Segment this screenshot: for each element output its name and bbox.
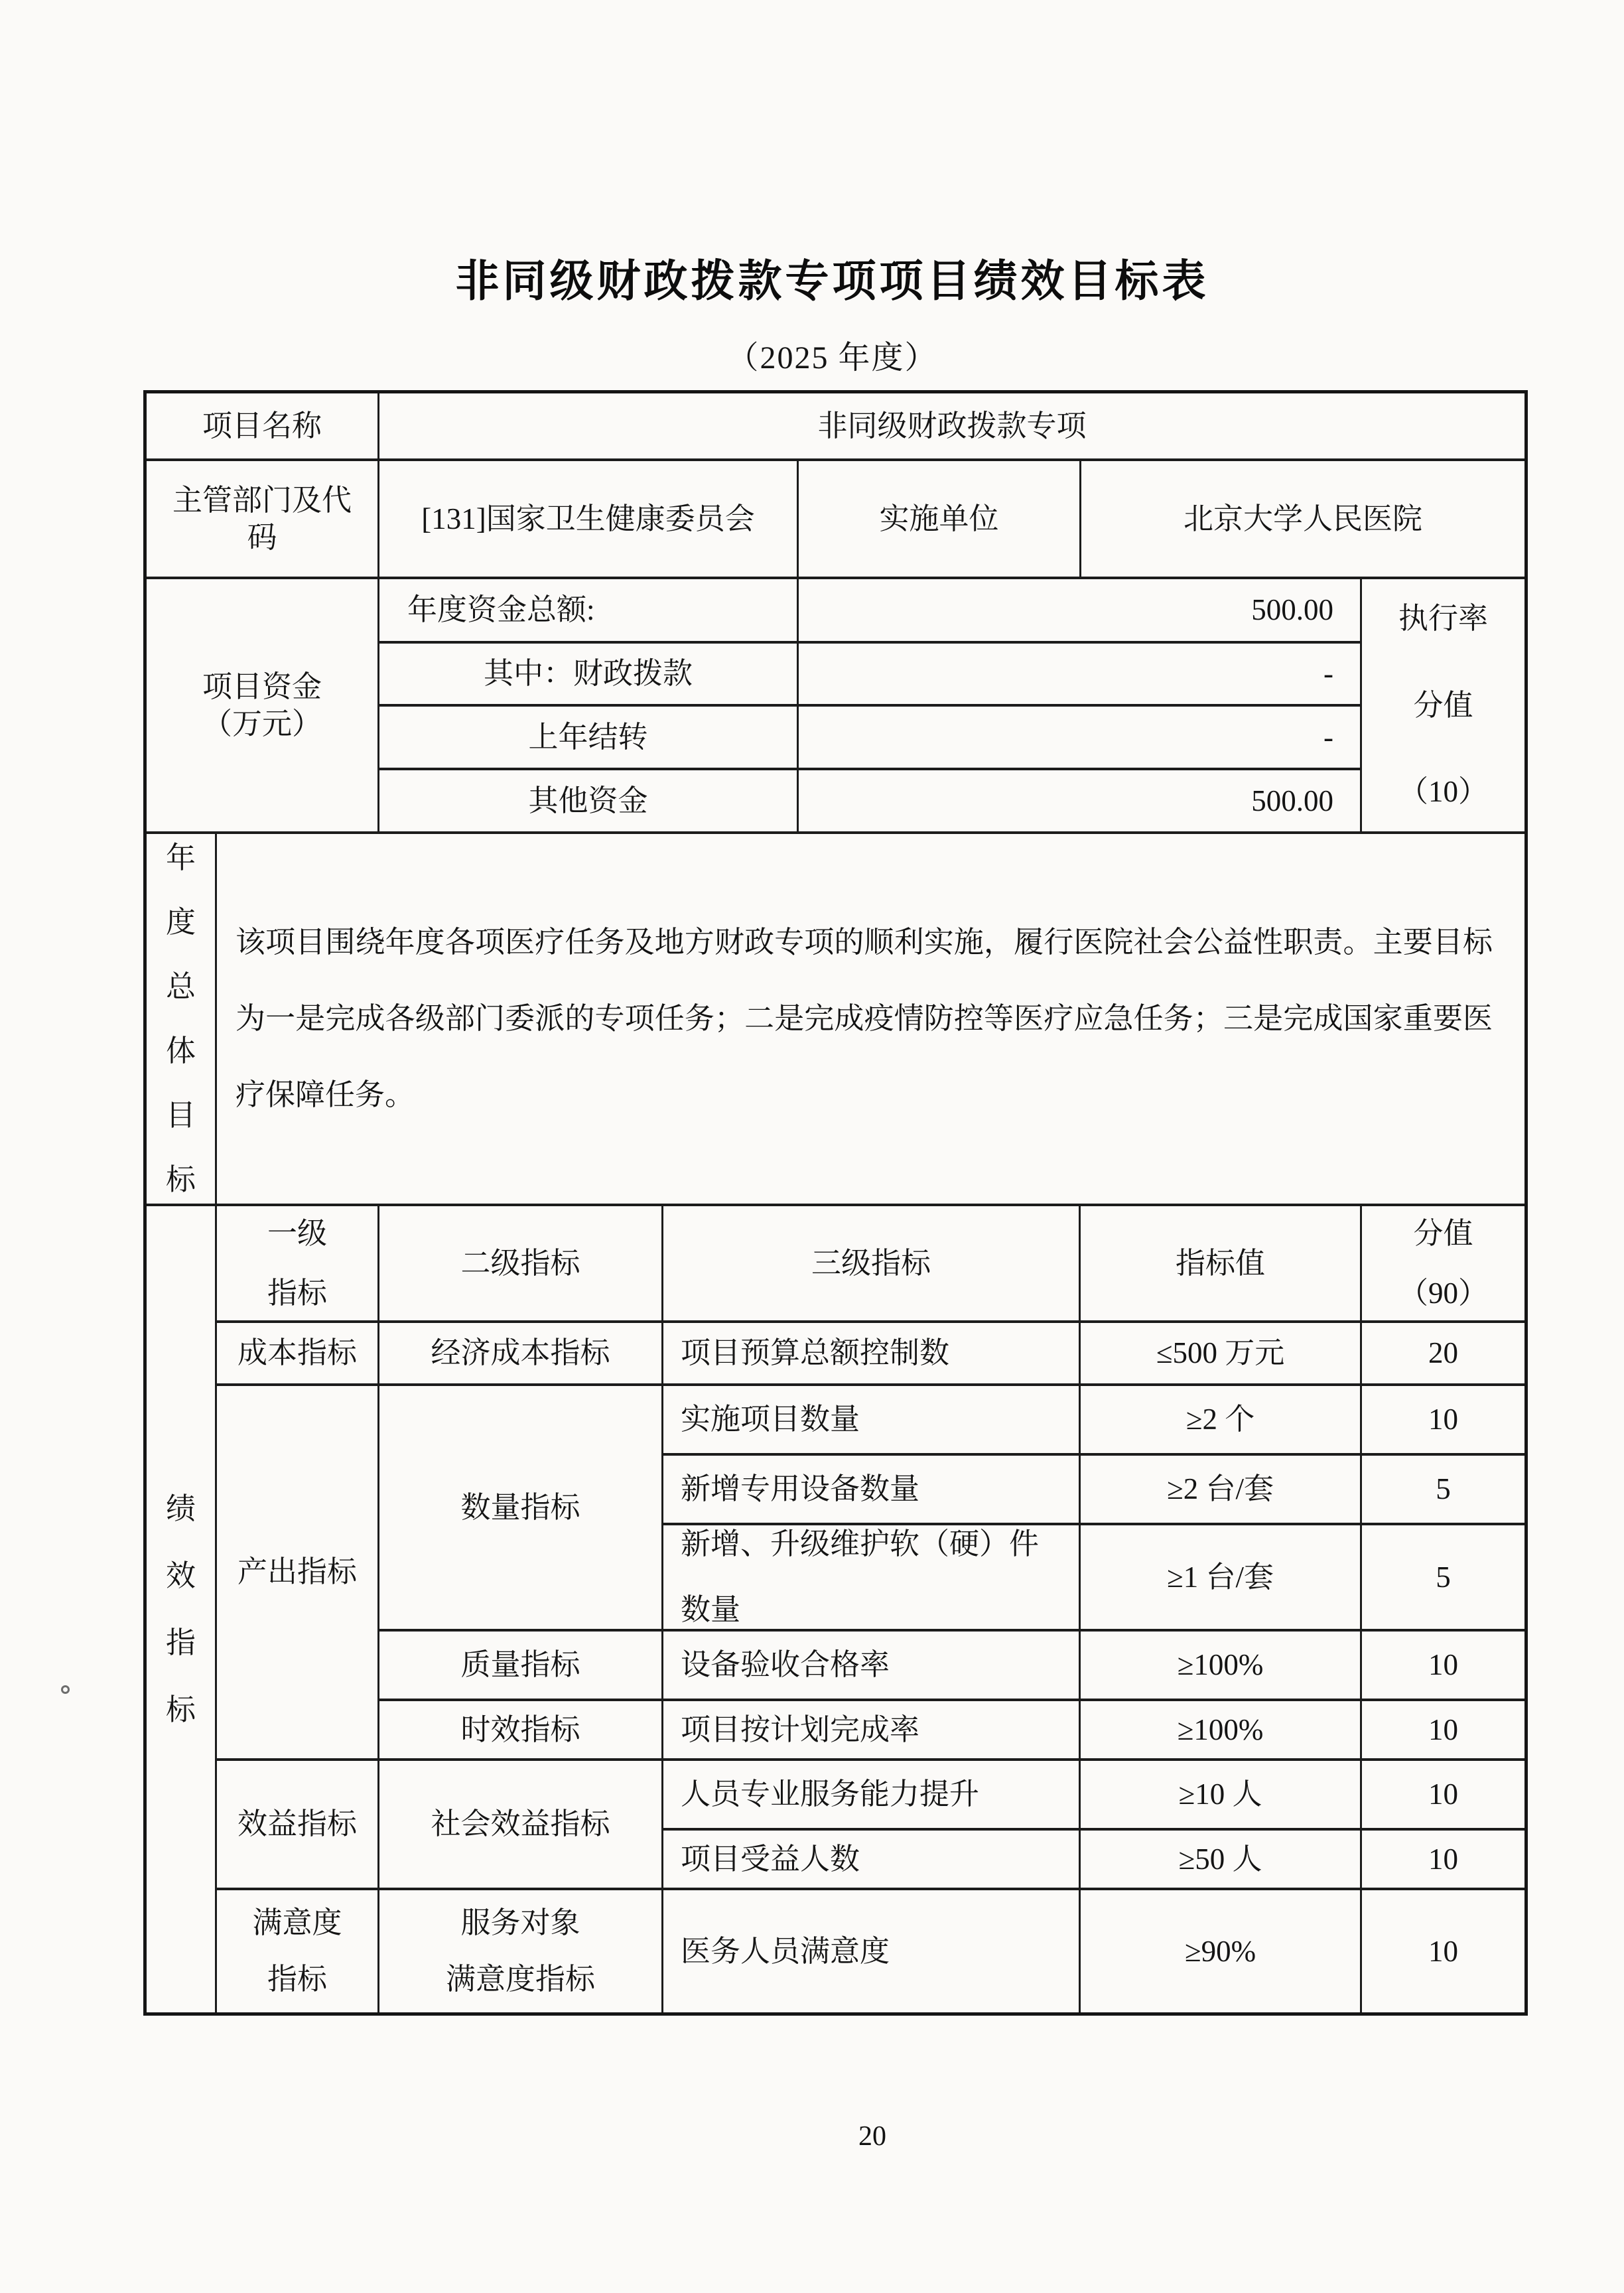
performance-label: 绩 效 指 标 bbox=[147, 1206, 217, 2012]
level1-benefit: 效益指标 bbox=[217, 1761, 379, 1890]
project-name-value: 非同级财政拨款专项 bbox=[379, 393, 1524, 461]
indicator-value: ≥50 人 bbox=[1081, 1831, 1362, 1890]
indicator-score: 10 bbox=[1428, 1934, 1458, 1968]
indicator-score: 10 bbox=[1362, 1632, 1524, 1701]
funding-row-name: 年度资金总额: bbox=[379, 579, 799, 644]
header-level1: 一级 指标 bbox=[217, 1206, 379, 1323]
funding-row-value: - bbox=[799, 644, 1362, 707]
indicator-value: ≥1 台/套 bbox=[1081, 1525, 1362, 1632]
indicator-name: 新增、升级维护软（硬）件数量 bbox=[663, 1525, 1081, 1632]
indicator-score: 10 bbox=[1362, 1831, 1524, 1890]
dept-value: [131]国家卫生健康委员会 bbox=[379, 461, 799, 579]
funding-row-value: - bbox=[799, 707, 1362, 770]
funding-row-name: 其中：财政拨款 bbox=[379, 644, 799, 707]
indicator-value: ≥2 台/套 bbox=[1081, 1456, 1362, 1525]
indicator-score: 10 bbox=[1362, 1701, 1524, 1761]
annual-goal-text: 该项目围绕年度各项医疗任务及地方财政专项的顺利实施，履行医院社会公益性职责。主要目标为一是完成各级部门委派的专项任务；二是完成疫情防控等医疗应急任务；三是完成国家重要医疗保障任务。 bbox=[236, 926, 1493, 1111]
level1-satisfaction: 满意度 指标 bbox=[217, 1890, 379, 2012]
indicator-value: ≥100% bbox=[1081, 1632, 1362, 1701]
impl-unit-value: 北京大学人民医院 bbox=[1081, 461, 1524, 579]
header-value: 指标值 bbox=[1081, 1206, 1362, 1323]
indicator-value: ≥100% bbox=[1081, 1701, 1362, 1761]
section-project-info bbox=[147, 393, 1524, 579]
level2-economic-cost: 经济成本指标 bbox=[379, 1323, 663, 1386]
header-level2: 二级指标 bbox=[379, 1206, 663, 1323]
indicator-score: 20 bbox=[1362, 1323, 1524, 1386]
indicator-score: 10 bbox=[1362, 1386, 1524, 1456]
level1-cost: 成本指标 bbox=[217, 1323, 379, 1386]
page-subtitle: （2025 年度） bbox=[726, 340, 938, 376]
indicator-name: 医务人员满意度 bbox=[663, 1890, 1081, 2012]
indicator-name: 项目受益人数 bbox=[663, 1831, 1081, 1890]
header-score: 分值 （90） bbox=[1362, 1206, 1524, 1323]
level2-service-satisfaction: 服务对象 满意度指标 bbox=[379, 1890, 663, 2012]
annual-goal-label: 年 度 总 体 目 标 bbox=[147, 834, 217, 1206]
level2-social-benefit: 社会效益指标 bbox=[379, 1761, 663, 1890]
indicator-value: ≥10 人 bbox=[1081, 1761, 1362, 1831]
scan-speckle bbox=[61, 1685, 70, 1694]
level1-output: 产出指标 bbox=[217, 1386, 379, 1761]
section-annual-goal bbox=[147, 834, 1524, 1206]
indicator-name: 新增专用设备数量 bbox=[663, 1456, 1081, 1525]
indicator-score: 5 bbox=[1362, 1456, 1524, 1525]
funding-label: 项目资金 （万元） bbox=[147, 579, 379, 834]
annual-goal-cell bbox=[217, 834, 1524, 1206]
execution-rate-score: 执行率 分值 （10） bbox=[1362, 579, 1524, 834]
level2-quality: 质量指标 bbox=[379, 1632, 663, 1701]
impl-unit-label: 实施单位 bbox=[799, 461, 1081, 579]
indicator-name: 设备验收合格率 bbox=[663, 1632, 1081, 1701]
section-funding bbox=[147, 579, 1524, 834]
funding-row-value: 500.00 bbox=[799, 770, 1362, 834]
section-performance-indicators bbox=[147, 1206, 1524, 2012]
indicator-name: 项目预算总额控制数 bbox=[663, 1323, 1081, 1386]
page-number: 20 bbox=[858, 2121, 886, 2152]
indicator-name: 项目按计划完成率 bbox=[663, 1701, 1081, 1761]
indicator-score: 5 bbox=[1362, 1525, 1524, 1632]
page-title: 非同级财政拨款专项项目绩效目标表 bbox=[455, 256, 1209, 305]
dept-label: 主管部门及代 码 bbox=[147, 461, 379, 579]
indicator-name: 人员专业服务能力提升 bbox=[663, 1761, 1081, 1831]
indicator-name: 实施项目数量 bbox=[663, 1386, 1081, 1456]
level2-quantity: 数量指标 bbox=[379, 1386, 663, 1632]
indicator-value: ≥2 个 bbox=[1081, 1386, 1362, 1456]
project-name-label: 项目名称 bbox=[147, 393, 379, 461]
indicator-score: 10 bbox=[1362, 1761, 1524, 1831]
level2-timeliness: 时效指标 bbox=[379, 1701, 663, 1761]
funding-row-name: 其他资金 bbox=[379, 770, 799, 834]
header-level3: 三级指标 bbox=[663, 1206, 1081, 1323]
funding-row-value: 500.00 bbox=[799, 579, 1362, 644]
indicator-value: ≥90% bbox=[1081, 1890, 1362, 2012]
indicator-value: ≤500 万元 bbox=[1081, 1323, 1362, 1386]
performance-target-table bbox=[143, 390, 1528, 2016]
funding-row-name: 上年结转 bbox=[379, 707, 799, 770]
